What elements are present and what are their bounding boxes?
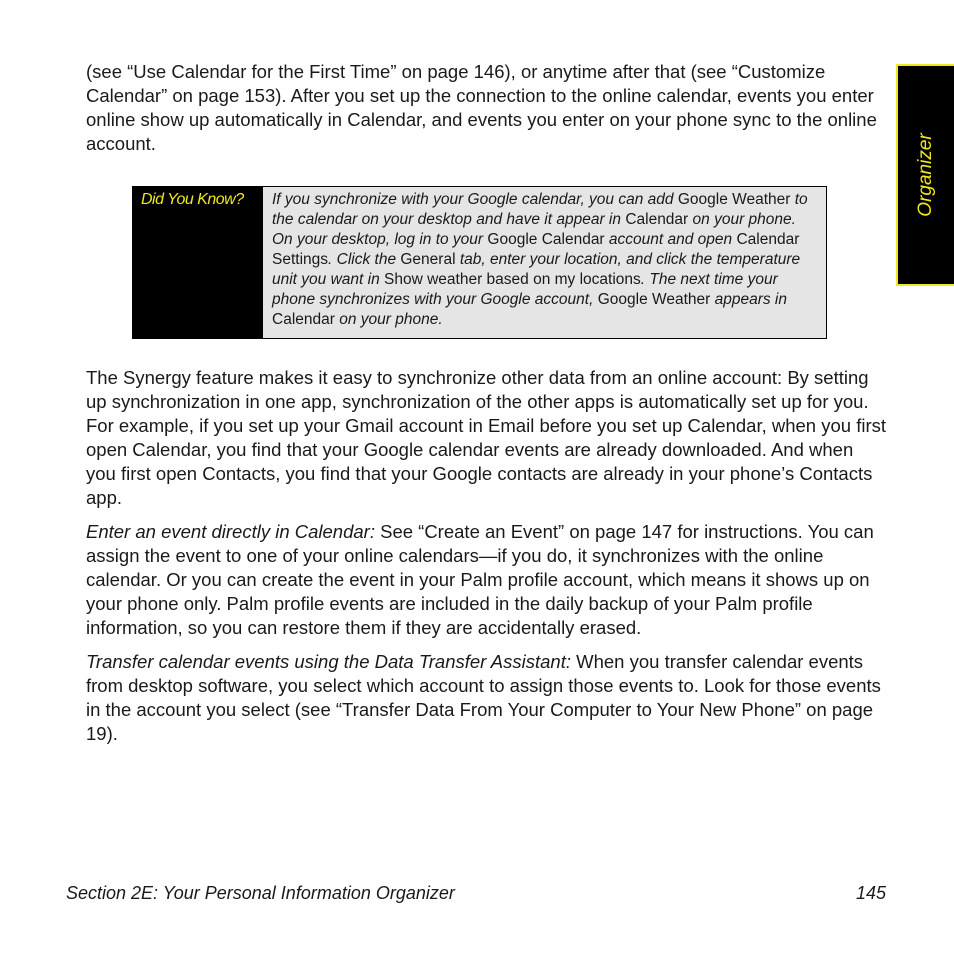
tip-text: tab, enter your location, and click the temperature unit you want in <box>272 251 801 288</box>
did-you-know-box <box>132 186 827 339</box>
footer-section-title: Section 2E: Your Personal Information Organizer <box>66 883 455 903</box>
tip-text: . Click the <box>328 251 401 268</box>
tip-text: If you synchronize with your Google calendar, you can add <box>272 191 678 208</box>
tip-ui-term: Google Weather <box>597 291 711 308</box>
did-you-know-text <box>263 187 826 338</box>
enter-event-body: See “Create an Event” on page 147 for instructions. You can assign the event to one of your online calendars—if you do, it synchronizes with the online calendar. Or you can create the event in your Palm profile account, which means it shows up on your phone only. Palm profile events are included in the daily backup of your Palm profile information, so you can restore them if they are accidentally erased. <box>86 521 874 638</box>
intro-paragraph: (see “Use Calendar for the First Time” on page 146), or anytime after that (see “Customize Calendar” on page 153). After you set up the connection to the online calendar, events you enter online show up automatically in Calendar, and events you enter on your phone sync to the online account. <box>86 61 877 154</box>
tip-ui-term: Calendar <box>625 211 689 228</box>
did-you-know-label-cell <box>133 187 263 338</box>
tip-ui-term: Calendar <box>272 311 335 328</box>
tip-ui-term: Google Weather <box>677 191 791 208</box>
tip-text: to the calendar on your desktop and have it appear in <box>272 191 808 228</box>
tip-ui-term: Google Calendar <box>487 231 605 248</box>
tip-ui-term: Show weather based on my locations <box>384 271 641 288</box>
enter-event-lead: Enter an event directly in Calendar: <box>86 521 375 542</box>
tip-ui-term: General <box>400 251 456 268</box>
transfer-events-lead: Transfer calendar events using the Data Transfer Assistant: <box>86 651 571 672</box>
transfer-events-paragraph <box>86 650 886 746</box>
tip-text: . The next time your phone synchronizes with your Google account, <box>272 271 778 308</box>
tip-text: account and open <box>604 231 737 248</box>
section-side-tab <box>896 64 954 286</box>
page-number: 145 <box>856 883 887 903</box>
enter-event-paragraph <box>86 520 886 640</box>
did-you-know-label: Did You Know? <box>141 191 244 208</box>
tip-ui-term: Calendar Settings <box>272 231 800 268</box>
transfer-events-body: When you transfer calendar events from desktop software, you select which account to assign those events to. Look for those events in the account you select (see “Transfer Data From Your Computer to Your New Phone” on page 19). <box>86 651 881 744</box>
tip-text: on your phone. <box>334 311 443 328</box>
tip-text: on your phone. On your desktop, log in to your <box>272 211 796 248</box>
tip-text: appears in <box>710 291 787 308</box>
synergy-paragraph: The Synergy feature makes it easy to synchronize other data from an online account: By setting up synchronization in one app, synchronization of the other apps is automatically set up for you. For example, if you set up your Gmail account in Email before you set up Calendar, when you first open Calendar, you find that your Google calendar events are already downloaded. And when you first open Contacts, you find that your Google contacts are already in your phone’s Contacts app. <box>86 367 887 508</box>
side-tab-label: Organizer <box>915 133 936 217</box>
